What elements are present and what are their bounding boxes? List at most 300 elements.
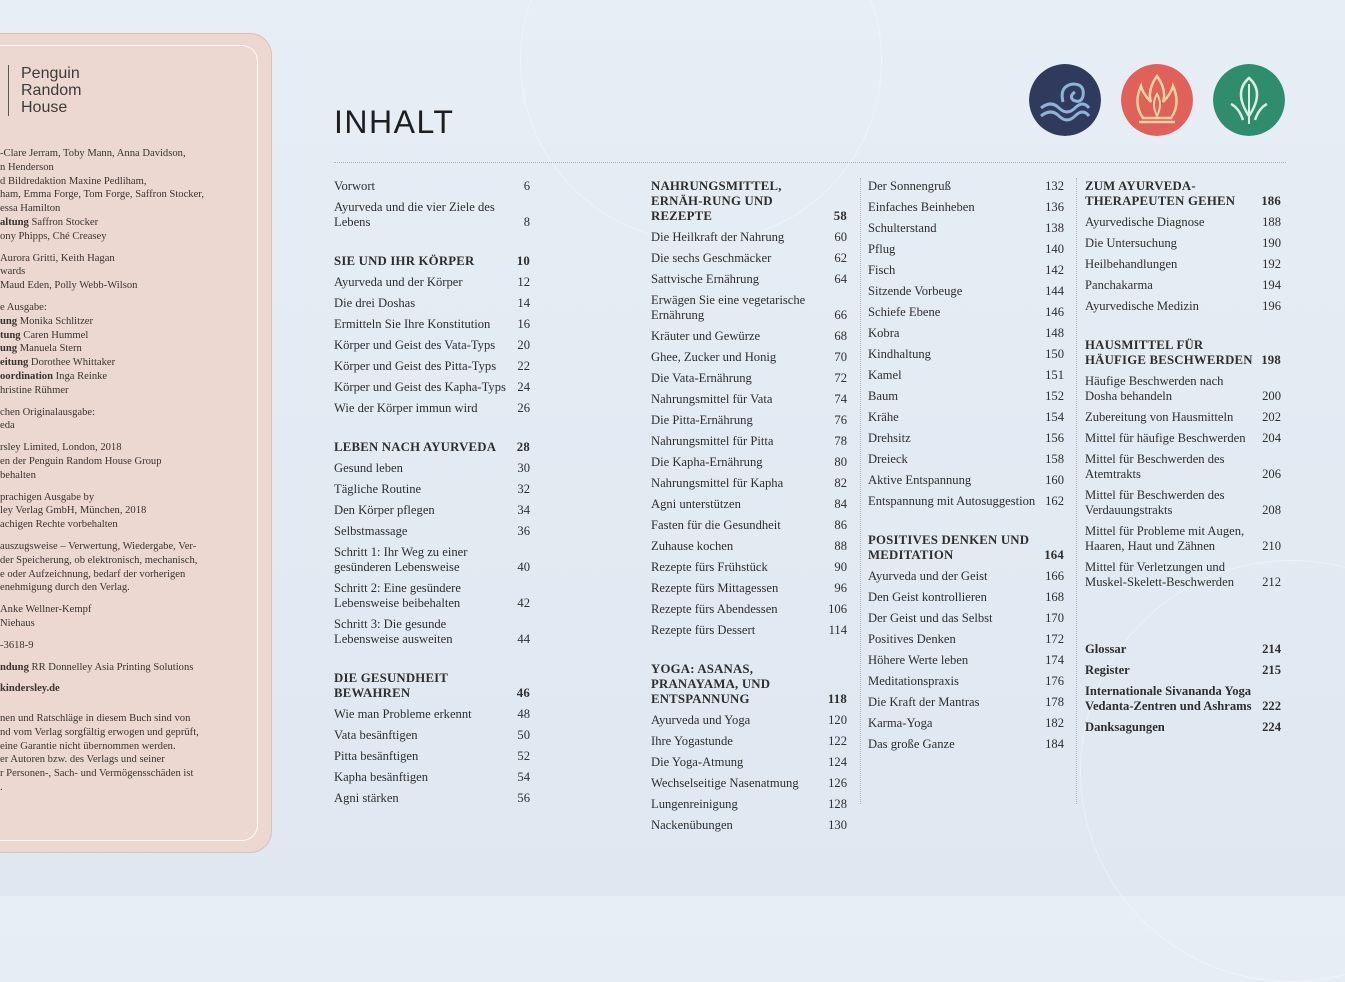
toc-entry[interactable] — [1085, 660, 1281, 681]
toc-entry[interactable] — [651, 473, 847, 494]
toc-entry[interactable] — [334, 521, 530, 542]
toc-entry-title: SIE UND IHR KÖRPER — [334, 254, 475, 268]
toc-entry-title: Pflug — [868, 242, 896, 256]
publisher-logo — [8, 65, 81, 116]
toc-page-number: 148 — [1045, 326, 1064, 340]
imprint-line — [0, 631, 260, 639]
toc-entry-title: Die sechs Geschmäcker — [651, 251, 772, 265]
imprint-line: oordination Inga Reinke — [0, 370, 108, 382]
toc-entry-title: Dreieck — [868, 452, 908, 466]
toc-entry-title: Meditationspraxis — [868, 674, 959, 688]
toc-page-number: 42 — [517, 596, 530, 610]
imprint-line: ony Phipps, Ché Creasey — [0, 230, 107, 242]
imprint-line: ndung RR Donnelley Asia Printing Solutions — [0, 661, 194, 673]
toc-entry[interactable] — [868, 239, 1064, 260]
toc-page-number: 62 — [834, 251, 847, 265]
imprint-line: achigen Rechte vorbehalten — [0, 519, 118, 531]
toc-page-number: 214 — [1262, 642, 1281, 656]
toc-entry[interactable] — [868, 671, 1064, 692]
toc-page-number: 80 — [834, 455, 847, 469]
toc-entry-title: Rezepte fürs Mittagessen — [651, 581, 779, 595]
toc-page-number: 64 — [834, 272, 847, 286]
toc-entry[interactable] — [651, 269, 847, 290]
toc-entry[interactable] — [1085, 485, 1281, 521]
toc-entry[interactable] — [334, 176, 530, 197]
toc-page-number: 36 — [517, 524, 530, 538]
toc-entry[interactable] — [1085, 557, 1281, 593]
toc-page-number: 132 — [1045, 179, 1064, 193]
toc-page-number: 40 — [517, 560, 530, 574]
toc-page-number: 196 — [1262, 299, 1281, 313]
toc-entry[interactable] — [334, 356, 530, 377]
toc-page-number: 128 — [828, 797, 847, 811]
toc-column-3 — [868, 176, 1064, 755]
toc-section-heading[interactable] — [334, 437, 530, 458]
toc-entry[interactable] — [651, 620, 847, 641]
toc-page-number: 72 — [834, 371, 847, 385]
toc-entry[interactable] — [334, 542, 530, 578]
toc-entry[interactable] — [651, 773, 847, 794]
toc-page-number: 200 — [1262, 389, 1281, 403]
logo-line: Random — [21, 82, 82, 99]
imprint-line: eine Garantie nicht übernommen werden. — [0, 740, 176, 752]
toc-entry[interactable] — [334, 578, 530, 614]
toc-entry[interactable] — [868, 407, 1064, 428]
toc-page-number: 6 — [523, 179, 530, 193]
toc-entry-title: Glossar — [1085, 642, 1127, 656]
header-rule — [334, 162, 1286, 163]
toc-page-number: 44 — [517, 632, 530, 646]
toc-section-heading[interactable] — [1085, 335, 1281, 371]
toc-entry-title: Die Pitta-Ernährung — [651, 413, 753, 427]
toc-entry-title: Agni unterstützen — [651, 497, 741, 511]
toc-entry-title: Vata besänftigen — [334, 728, 418, 742]
toc-page-number: 140 — [1045, 242, 1064, 256]
toc-entry-title: Agni stärken — [334, 791, 399, 805]
toc-page-number: 24 — [517, 380, 530, 394]
toc-entry[interactable] — [651, 557, 847, 578]
toc-entry[interactable] — [1085, 449, 1281, 485]
toc-entry[interactable] — [868, 713, 1064, 734]
toc-entry-title: Krähe — [868, 410, 899, 424]
toc-page-number: 120 — [828, 713, 847, 727]
toc-entry-title: YOGA: ASANAS, PRANAYAMA, UND ENTSPANNUNG — [651, 662, 771, 706]
toc-entry-title: Sitzende Vorbeuge — [868, 284, 963, 298]
imprint-line: r Personen-, Sach- und Vermögensschäden ist — [0, 768, 194, 780]
toc-entry-title: NAHRUNGSMITTEL, ERNÄH-RUNG UND REZEPTE — [651, 179, 782, 223]
toc-entry[interactable] — [868, 365, 1064, 386]
toc-entry[interactable] — [1085, 233, 1281, 254]
toc-entry[interactable] — [651, 536, 847, 557]
imprint-line: . — [0, 782, 3, 794]
toc-page-number: 8 — [523, 215, 530, 229]
toc-entry[interactable] — [1085, 521, 1281, 557]
toc-entry[interactable] — [651, 389, 847, 410]
toc-entry-title: Schritt 3: Die gesunde Lebensweise ausweiten — [334, 617, 453, 646]
toc-page-number: 14 — [517, 296, 530, 310]
imprint-line: behalten — [0, 469, 36, 481]
toc-entry[interactable] — [651, 710, 847, 731]
imprint-line: ung Manuela Stern — [0, 343, 82, 355]
toc-page-number: 32 — [517, 482, 530, 496]
toc-entry-title: Wechselseitige Nasenatmung — [651, 776, 799, 790]
toc-entry[interactable] — [868, 566, 1064, 587]
toc-page-number: 136 — [1045, 200, 1064, 214]
toc-entry-title: Danksagungen — [1085, 720, 1165, 734]
toc-entry[interactable] — [1085, 717, 1281, 738]
page-title: INHALT — [334, 104, 455, 140]
toc-page-number: 84 — [834, 497, 847, 511]
toc-entry[interactable] — [334, 197, 530, 233]
toc-page-number: 222 — [1262, 699, 1281, 713]
toc-entry[interactable] — [868, 629, 1064, 650]
toc-page-number: 124 — [828, 755, 847, 769]
toc-entry[interactable] — [334, 500, 530, 521]
toc-entry[interactable] — [651, 431, 847, 452]
toc-page-number: 86 — [834, 518, 847, 532]
toc-entry-title: Gesund leben — [334, 461, 403, 475]
toc-page-number: 130 — [828, 818, 847, 832]
imprint-line: n Henderson — [0, 161, 54, 173]
imprint-line: kindersley.de — [0, 683, 60, 695]
toc-page-number: 192 — [1262, 257, 1281, 271]
toc-entry-title: Ayurveda und die vier Ziele des Lebens — [334, 200, 495, 229]
toc-entry[interactable] — [868, 260, 1064, 281]
toc-page-number: 30 — [517, 461, 530, 475]
toc-entry[interactable] — [868, 491, 1064, 512]
toc-page-number: 170 — [1045, 611, 1064, 625]
toc-page-number: 20 — [517, 338, 530, 352]
toc-entry[interactable] — [868, 302, 1064, 323]
toc-entry[interactable] — [651, 326, 847, 347]
toc-entry-title: Der Sonnengruß — [868, 179, 951, 193]
toc-entry[interactable] — [868, 449, 1064, 470]
toc-page-number: 70 — [834, 350, 847, 364]
logo-line: Penguin — [21, 65, 80, 82]
toc-entry[interactable] — [651, 794, 847, 815]
toc-entry-title: Die Yoga-Atmung — [651, 755, 744, 769]
toc-page-number: 178 — [1045, 695, 1064, 709]
toc-page-number: 28 — [516, 440, 530, 454]
toc-page-number: 48 — [517, 707, 530, 721]
toc-entry[interactable] — [334, 314, 530, 335]
imprint-line — [0, 532, 260, 540]
toc-page-number: 212 — [1262, 575, 1281, 589]
toc-entry[interactable] — [651, 515, 847, 536]
toc-entry-title: Aktive Entspannung — [868, 473, 972, 487]
imprint-line — [0, 704, 260, 712]
toc-entry-title: Vorwort — [334, 179, 376, 193]
imprint-line — [0, 433, 260, 441]
toc-entry[interactable] — [651, 731, 847, 752]
imprint-line: e Ausgabe: — [0, 301, 47, 313]
toc-entry-title: HAUSMITTEL FÜR HÄUFIGE BESCHWERDEN — [1085, 338, 1253, 367]
toc-entry[interactable] — [334, 293, 530, 314]
toc-entry-title: Körper und Geist des Kapha-Typs — [334, 380, 506, 394]
toc-entry-title: Heilbehandlungen — [1085, 257, 1178, 271]
toc-page-number: 158 — [1045, 452, 1064, 466]
toc-entry-title: Ayurveda und Yoga — [651, 713, 751, 727]
imprint-line: eitung Dorothee Whittaker — [0, 357, 116, 369]
toc-entry[interactable] — [334, 272, 530, 293]
imprint-line — [0, 595, 260, 603]
toc-page-number: 106 — [828, 602, 847, 616]
toc-entry[interactable] — [1085, 254, 1281, 275]
toc-entry[interactable] — [334, 788, 530, 809]
toc-entry-title: Selbstmassage — [334, 524, 408, 538]
toc-entry-title: Pitta besänftigen — [334, 749, 419, 763]
toc-page-number: 90 — [834, 560, 847, 574]
toc-page-number: 22 — [517, 359, 530, 373]
toc-entry[interactable] — [651, 815, 847, 836]
imprint-text — [0, 147, 260, 795]
toc-entry-title: Baum — [868, 389, 899, 403]
toc-entry[interactable] — [868, 428, 1064, 449]
toc-page-number: 74 — [834, 392, 847, 406]
toc-entry[interactable] — [651, 290, 847, 326]
imprint-line: Anke Wellner-Kempf — [0, 604, 92, 616]
toc-entry-title: Kamel — [868, 368, 902, 382]
toc-page-number: 210 — [1262, 539, 1281, 553]
toc-page-number: 151 — [1045, 368, 1064, 382]
toc-entry[interactable] — [1085, 371, 1281, 407]
toc-section-heading[interactable] — [651, 659, 847, 710]
toc-entry[interactable] — [651, 347, 847, 368]
imprint-line: nd vom Verlag sorgfältig erwogen und geprüft, — [0, 726, 199, 738]
toc-entry-title: Panchakarma — [1085, 278, 1153, 292]
toc-page-number: 215 — [1262, 663, 1281, 677]
toc-entry-title: Ayurvedische Diagnose — [1085, 215, 1205, 229]
toc-page-number: 88 — [834, 539, 847, 553]
toc-entry-title: Mittel für Beschwerden des Verdauungstrakts — [1085, 488, 1225, 517]
toc-entry-title: Zuhause kochen — [651, 539, 734, 553]
toc-entry[interactable] — [651, 368, 847, 389]
toc-entry-title: Ayurvedische Medizin — [1085, 299, 1199, 313]
toc-page-number: 224 — [1262, 720, 1281, 734]
toc-entry[interactable] — [868, 650, 1064, 671]
toc-entry[interactable] — [1085, 296, 1281, 317]
imprint-line: essa Hamilton — [0, 203, 61, 215]
flame-icon — [1121, 64, 1193, 136]
toc-entry-title: Nackenübungen — [651, 818, 733, 832]
toc-entry[interactable] — [868, 176, 1064, 197]
wave-icon — [1029, 64, 1101, 136]
imprint-line: ham, Emma Forge, Tom Forge, Saffron Stocker, — [0, 189, 205, 201]
toc-entry-title: Körper und Geist des Vata-Typs — [334, 338, 496, 352]
toc-entry-title: Positives Denken — [868, 632, 956, 646]
toc-entry[interactable] — [651, 248, 847, 269]
toc-entry[interactable] — [868, 197, 1064, 218]
toc-entry[interactable] — [651, 599, 847, 620]
imprint-line: Niehaus — [0, 617, 35, 629]
toc-entry[interactable] — [334, 746, 530, 767]
toc-page-number: 166 — [1045, 569, 1064, 583]
toc-column-1 — [334, 176, 530, 809]
toc-page-number: 204 — [1262, 431, 1281, 445]
toc-entry[interactable] — [1085, 428, 1281, 449]
toc-entry-title: Kobra — [868, 326, 900, 340]
toc-entry-title: Internationale Sivananda Yoga Vedanta-Zentren und Ashrams — [1085, 684, 1252, 713]
toc-entry-title: Fisch — [868, 263, 896, 277]
imprint-line: ung Monika Schlitzer — [0, 315, 93, 327]
toc-entry[interactable] — [334, 725, 530, 746]
toc-entry[interactable] — [1085, 681, 1281, 717]
imprint-line: -3618-9 — [0, 639, 34, 651]
toc-entry-title: Kapha besänftigen — [334, 770, 429, 784]
toc-entry-title: Nahrungsmittel für Pitta — [651, 434, 774, 448]
imprint-line: enehmigung durch den Verlag. — [0, 582, 130, 594]
toc-entry-title: Karma-Yoga — [868, 716, 933, 730]
imprint-line: nen und Ratschläge in diesem Buch sind von — [0, 713, 191, 725]
toc-entry-title: Nahrungsmittel für Vata — [651, 392, 773, 406]
toc-entry[interactable] — [334, 377, 530, 398]
toc-page-number: 186 — [1261, 194, 1281, 208]
toc-entry[interactable] — [651, 452, 847, 473]
imprint-line: eda — [0, 420, 15, 432]
toc-entry-title: Ayurveda und der Körper — [334, 275, 463, 289]
imprint-line: hristine Rühmer — [0, 384, 69, 396]
toc-page-number: 164 — [1044, 548, 1064, 562]
toc-page-number: 156 — [1045, 431, 1064, 445]
imprint-line: chen Originalausgabe: — [0, 406, 96, 418]
toc-entry-title: Den Geist kontrollieren — [868, 590, 987, 604]
toc-entry[interactable] — [868, 218, 1064, 239]
toc-section-heading[interactable] — [334, 251, 530, 272]
toc-entry-title: Höhere Werte leben — [868, 653, 969, 667]
toc-page-number: 176 — [1045, 674, 1064, 688]
toc-entry[interactable] — [868, 470, 1064, 491]
toc-entry[interactable] — [868, 344, 1064, 365]
toc-page-number: 56 — [517, 791, 530, 805]
toc-page-number: 162 — [1045, 494, 1064, 508]
toc-entry[interactable] — [868, 692, 1064, 713]
toc-page-number: 122 — [828, 734, 847, 748]
imprint-line: d Bildredaktion Maxine Pedliham, — [0, 175, 147, 187]
toc-entry[interactable] — [334, 614, 530, 650]
toc-page-number: 16 — [517, 317, 530, 331]
toc-entry-title: Entspannung mit Autosuggestion — [868, 494, 1036, 508]
toc-entry[interactable] — [334, 767, 530, 788]
imprint-line: er Autoren bzw. des Verlags und seiner — [0, 754, 165, 766]
toc-entry[interactable] — [868, 608, 1064, 629]
imprint-line: der Speicherung, ob elektronisch, mechanisch, — [0, 554, 198, 566]
toc-entry-title: Schritt 2: Eine gesündere Lebensweise beibehalten — [334, 581, 461, 610]
toc-entry-title: Nahrungsmittel für Kapha — [651, 476, 784, 490]
toc-page-number: 154 — [1045, 410, 1064, 424]
toc-entry[interactable] — [651, 410, 847, 431]
toc-entry[interactable] — [1085, 212, 1281, 233]
toc-page-number: 50 — [517, 728, 530, 742]
toc-entry-title: Mittel für Probleme mit Augen, Haaren, Haut und Zähnen — [1085, 524, 1245, 553]
toc-section-heading[interactable] — [868, 530, 1064, 566]
toc-entry-title: Drehsitz — [868, 431, 911, 445]
toc-page-number: 60 — [834, 230, 847, 244]
imprint-page — [0, 33, 272, 853]
toc-section-heading[interactable] — [1085, 176, 1281, 212]
toc-section-heading[interactable] — [334, 668, 530, 704]
toc-page-number: 52 — [517, 749, 530, 763]
toc-entry[interactable] — [868, 323, 1064, 344]
toc-column-4 — [1085, 176, 1281, 738]
toc-page-number: 174 — [1045, 653, 1064, 667]
toc-entry-title: Lungenreinigung — [651, 797, 738, 811]
toc-page-number: 82 — [834, 476, 847, 490]
imprint-line — [0, 674, 260, 682]
toc-entry-title: Ihre Yogastunde — [651, 734, 733, 748]
imprint-line — [0, 696, 260, 704]
toc-entry-title: Mittel für Verletzungen und Muskel-Skelett-Beschwerden — [1085, 560, 1234, 589]
toc-entry-title: DIE GESUNDHEIT BEWAHREN — [334, 671, 448, 700]
toc-entry-title: Ghee, Zucker und Honig — [651, 350, 777, 364]
toc-page-number: 150 — [1045, 347, 1064, 361]
toc-entry-title: Rezepte fürs Dessert — [651, 623, 756, 637]
toc-entry-title: Mittel für Beschwerden des Atemtrakts — [1085, 452, 1225, 481]
toc-entry[interactable] — [868, 587, 1064, 608]
toc-page-number: 78 — [834, 434, 847, 448]
toc-entry[interactable] — [868, 281, 1064, 302]
logo-line: House — [21, 99, 68, 116]
toc-entry-title: Zubereitung von Hausmitteln — [1085, 410, 1234, 424]
toc-entry[interactable] — [1085, 407, 1281, 428]
toc-page-number: 114 — [828, 623, 847, 637]
toc-entry-title: Den Körper pflegen — [334, 503, 435, 517]
toc-entry[interactable] — [334, 335, 530, 356]
toc-entry-title: Rezepte fürs Frühstück — [651, 560, 768, 574]
imprint-line — [0, 293, 260, 301]
toc-entry-title: Schiefe Ebene — [868, 305, 941, 319]
toc-entry-title: Mittel für häufige Beschwerden — [1085, 431, 1246, 445]
toc-entry[interactable] — [334, 704, 530, 725]
toc-entry[interactable] — [651, 578, 847, 599]
imprint-line: auszugsweise – Verwertung, Wiedergabe, Ver- — [0, 540, 197, 552]
toc-entry-title: Fasten für die Gesundheit — [651, 518, 781, 532]
toc-entry-title: Register — [1085, 663, 1130, 677]
toc-entry-title: Die Kraft der Mantras — [868, 695, 980, 709]
toc-page-number: 142 — [1045, 263, 1064, 277]
toc-page-number: 58 — [833, 209, 847, 223]
toc-page-number: 138 — [1045, 221, 1064, 235]
toc-section-heading[interactable] — [651, 176, 847, 227]
toc-page-number: 76 — [834, 413, 847, 427]
toc-entry-title: Häufige Beschwerden nach Dosha behandeln — [1085, 374, 1224, 403]
toc-page-number: 26 — [517, 401, 530, 415]
toc-entry[interactable] — [651, 494, 847, 515]
toc-entry-title: POSITIVES DENKEN UND MEDITATION — [868, 533, 1030, 562]
toc-entry[interactable] — [334, 458, 530, 479]
toc-entry[interactable] — [1085, 639, 1281, 660]
toc-page-number: 182 — [1045, 716, 1064, 730]
toc-entry[interactable] — [651, 227, 847, 248]
imprint-line: en der Penguin Random House Group — [0, 455, 162, 467]
toc-entry[interactable] — [334, 398, 530, 419]
imprint-line: Aurora Gritti, Keith Hagan — [0, 252, 115, 264]
toc-entry[interactable] — [651, 752, 847, 773]
toc-page-number: 206 — [1262, 467, 1281, 481]
toc-entry[interactable] — [868, 734, 1064, 755]
toc-page-number: 190 — [1262, 236, 1281, 250]
toc-entry-title: LEBEN NACH AYURVEDA — [334, 440, 497, 454]
imprint-line: rsley Limited, London, 2018 — [0, 442, 122, 454]
toc-entry[interactable] — [334, 479, 530, 500]
toc-page-number: 126 — [828, 776, 847, 790]
toc-page-number: 194 — [1262, 278, 1281, 292]
toc-entry[interactable] — [1085, 275, 1281, 296]
toc-entry-title: Tägliche Routine — [334, 482, 422, 496]
toc-entry[interactable] — [868, 386, 1064, 407]
toc-entry-title: Die Vata-Ernährung — [651, 371, 752, 385]
imprint-line: Maud Eden, Polly Webb-Wilson — [0, 280, 138, 292]
toc-column-2 — [651, 176, 847, 836]
